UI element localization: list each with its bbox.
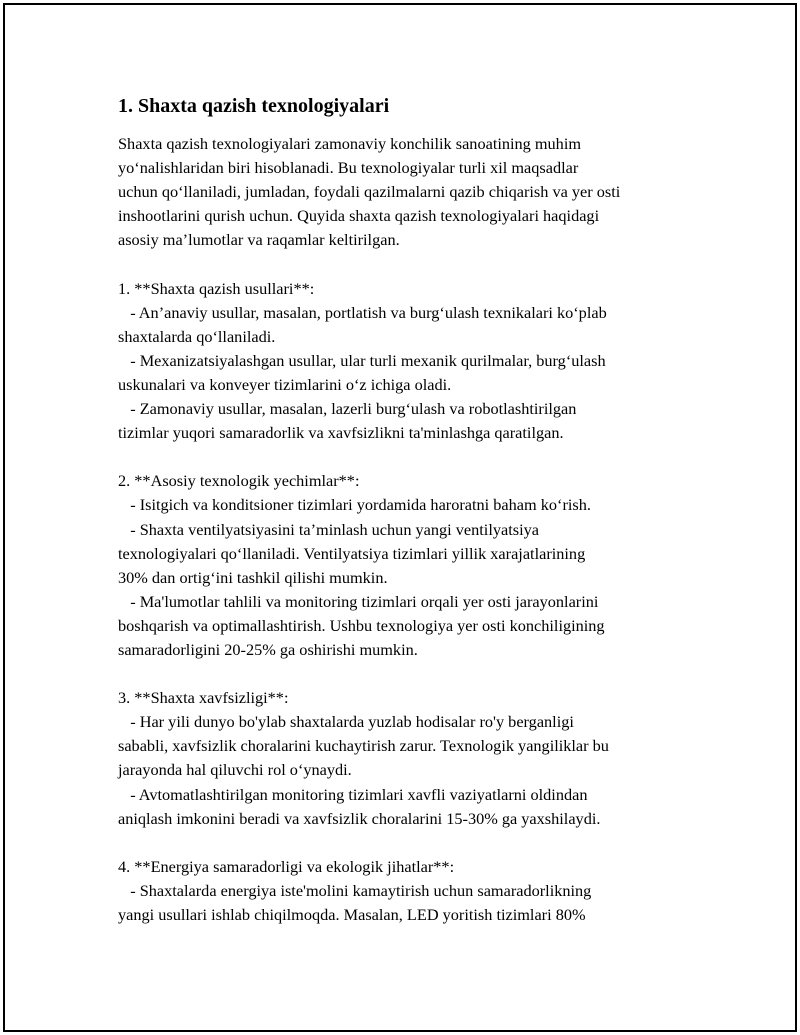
section-line: texnologiyalari qo‘llaniladi. Ventilyatsiya tizimlari yillik xarajatlarining <box>118 543 586 563</box>
paragraph-spacer <box>118 831 708 855</box>
section-line: - Ma'lumotlar tahlili va monitoring tizimlari orqali yer osti jarayonlarini <box>118 591 599 611</box>
section-line: 30% dan ortig‘ini tashkil qilishi mumkin. <box>118 567 388 587</box>
paragraph-spacer <box>118 445 708 469</box>
section-methods <box>118 277 708 446</box>
section-energy <box>118 855 708 927</box>
intro-line: yo‘nalishlaridan biri hisoblanadi. Bu texnologiyalar turli xil maqsadlar <box>118 158 579 178</box>
section-line: aniqlash imkonini beradi va xavfsizlik choralarini 15-30% ga yaxshilaydi. <box>118 808 601 828</box>
intro-paragraph <box>118 132 708 252</box>
section-line: samaradorligini 20-25% ga oshirishi mumkin. <box>118 639 418 659</box>
section-line: yangi usullari ishlab chiqilmoqda. Masalan, LED yoritish tizimlari 80% <box>118 905 586 924</box>
section-line: shaxtalarda qo‘llaniladi. <box>118 326 276 346</box>
section-line: - Zamonaviy usullar, masalan, lazerli burg‘ulash va robotlashtirilgan <box>118 399 577 419</box>
section-line: - Mexanizatsiyalashgan usullar, ular turli mexanik qurilmalar, burg‘ulash <box>118 350 606 370</box>
paragraph-spacer <box>118 252 708 276</box>
intro-line: Shaxta qazish texnologiyalari zamonaviy konchilik sanoatining muhim <box>118 134 582 153</box>
section-heading: 1. **Shaxta qazish usullari**: <box>118 278 315 298</box>
section-line: uskunalari va konveyer tizimlarini o‘z ichiga oladi. <box>118 374 452 394</box>
section-safety <box>118 686 708 831</box>
section-heading: 4. **Energiya samaradorligi va ekologik jihatlar**: <box>118 856 455 876</box>
section-line: tizimlar yuqori samaradorlik va xavfsizlikni ta'minlashga qaratilgan. <box>118 423 564 443</box>
section-line: jarayonda hal qiluvchi rol o‘ynaydi. <box>118 760 352 780</box>
section-line: - Shaxta ventilyatsiyasini ta’minlash uchun yangi ventilyatsiya <box>118 519 539 539</box>
section-line: - Avtomatlashtirilgan monitoring tizimlari xavfli vaziyatlarni oldindan <box>118 784 588 804</box>
section-line: sababli, xavfsizlik choralarini kuchaytirish zarur. Texnologik yangiliklar bu <box>118 736 609 756</box>
section-line: boshqarish va optimallashtirish. Ushbu texnologiya yer osti konchiligining <box>118 615 605 635</box>
section-line: - An’anaviy usullar, masalan, portlatish va burg‘ulash texnikalari ko‘plab <box>118 302 607 322</box>
section-line: - Isitgich va konditsioner tizimlari yordamida haroratni baham ko‘rish. <box>118 495 591 515</box>
paragraph-spacer <box>118 662 708 686</box>
document-title: 1. Shaxta qazish texnologiyalari <box>118 95 390 117</box>
section-line: - Shaxtalarda energiya iste'molini kamaytirish uchun samaradorlikning <box>118 880 592 900</box>
section-heading: 3. **Shaxta xavfsizligi**: <box>118 688 289 708</box>
section-technical-solutions <box>118 469 708 662</box>
document-body <box>118 94 708 927</box>
intro-line: uchun qo‘llaniladi, jumladan, foydali qazilmalarni qazib chiqarish va yer osti <box>118 182 621 202</box>
intro-line: inshootlarini qurish uchun. Quyida shaxta qazish texnologiyalari haqidagi <box>118 206 600 226</box>
intro-line: asosiy ma’lumotlar va raqamlar keltirilgan. <box>118 230 400 250</box>
section-line: - Har yili dunyo bo'ylab shaxtalarda yuzlab hodisalar ro'y berganligi <box>118 712 574 732</box>
section-heading: 2. **Asosiy texnologik yechimlar**: <box>118 471 360 491</box>
